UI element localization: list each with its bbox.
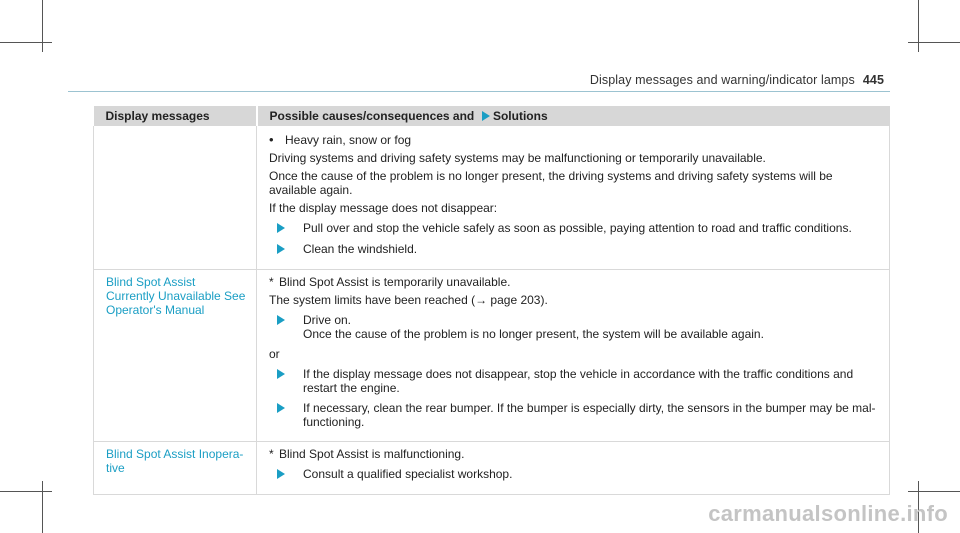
watermark: carmanualsonline.info	[708, 501, 948, 526]
causes-cell	[257, 126, 890, 270]
bullet-icon: •	[269, 132, 274, 147]
solution-step: If the display message does not disappear, stop the vehicle in accordance with the traffic conditions and restart the engine.	[269, 367, 879, 395]
step-arrow-icon	[277, 315, 285, 325]
crop-mark	[908, 42, 960, 43]
crop-mark	[0, 42, 52, 43]
causes-cell	[257, 270, 890, 442]
step-arrow-icon	[277, 244, 285, 254]
step-arrow-icon	[277, 469, 285, 479]
or-label: or	[269, 347, 280, 361]
paragraph: Driving systems and driving safety systems may be malfunctioning or temporarily unavailable.	[269, 151, 766, 165]
crop-mark	[918, 0, 919, 52]
running-header	[590, 73, 884, 87]
solution-step: Pull over and stop the vehicle safely as soon as possible, paying attention to road and traffic conditions.	[269, 221, 879, 236]
table-row	[94, 442, 890, 495]
crop-mark	[908, 491, 960, 492]
arrow-right-icon	[482, 111, 490, 121]
paragraph: The system limits have been reached (→ page 203).	[269, 293, 548, 307]
cause-line: * Blind Spot Assist is malfunctioning.	[269, 447, 465, 461]
star-icon: *	[269, 447, 274, 461]
step-arrow-icon	[277, 369, 285, 379]
col-header-display-messages: Display messages	[94, 106, 257, 126]
header-rule	[68, 91, 890, 92]
crop-mark	[0, 491, 52, 492]
page-reference-link[interactable]: → page 203	[475, 293, 541, 307]
message-cell-empty	[94, 126, 257, 270]
solution-step: Consult a qualified specialist workshop.	[269, 467, 879, 482]
display-messages-table	[93, 106, 890, 495]
paragraph: Once the cause of the problem is no longer present, the driving systems and driving safety systems will be available again.	[269, 169, 833, 197]
col-header-causes: Possible causes/consequences and Solutions	[257, 106, 890, 126]
message-cell: Blind Spot Assist Inopera- tive	[94, 442, 257, 495]
header-title: Display messages and warning/indicator lamps	[589, 73, 855, 87]
paragraph: If the display message does not disappear:	[269, 201, 498, 215]
solution-step: Clean the windshield.	[269, 242, 879, 257]
step-arrow-icon	[277, 223, 285, 233]
message-cell: Blind Spot Assist Currently Unavailable See Operator's Manual	[94, 270, 257, 442]
causes-cell	[257, 442, 890, 495]
page-number: 445	[862, 73, 884, 87]
cause-line: * Blind Spot Assist is temporarily unavailable.	[269, 275, 511, 289]
list-item: • Heavy rain, snow or fog	[269, 132, 412, 147]
solution-step: Drive on. Once the cause of the problem is no longer present, the system will be available again.	[269, 313, 879, 341]
crop-mark	[42, 0, 43, 52]
table-header-row	[94, 106, 890, 126]
step-arrow-icon	[277, 403, 285, 413]
solution-step: If necessary, clean the rear bumper. If the bumper is especially dirty, the sensors in the bumper may be mal- functioning.	[269, 401, 879, 429]
table-row	[94, 270, 890, 442]
star-icon: *	[269, 275, 274, 289]
table-row	[94, 126, 890, 270]
crop-mark	[42, 481, 43, 533]
